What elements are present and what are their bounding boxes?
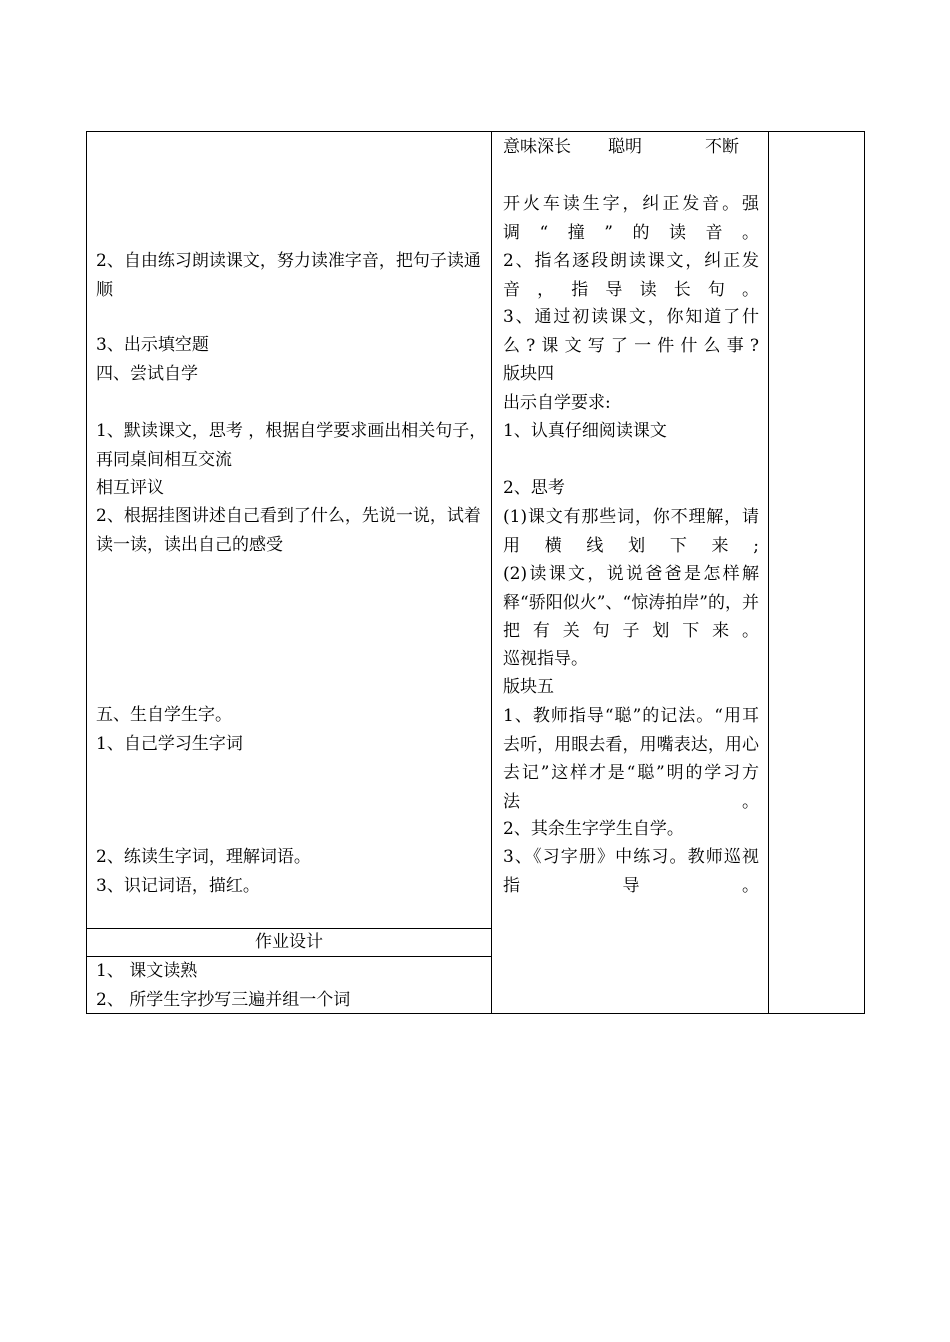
activity-picture-talk: 2、根据挂图讲述自己看到了什么，先说一说，试着读一读，读出自己的感受 xyxy=(96,506,481,555)
activity-silent-read: 1、默读课文，思考 ，根据自学要求画出相关句子，再同桌间相互交流 xyxy=(96,421,487,470)
activity-fill-blank: 3、出示填空题 xyxy=(96,335,209,355)
requirement-1: 1、认真仔细阅读课文 xyxy=(503,421,667,441)
activity-self-study: 1、自己学习生字词 xyxy=(96,734,243,754)
vocab-word-3: 不断 xyxy=(705,137,739,157)
homework-title: 作业设计 xyxy=(255,932,323,952)
vocab-word-2: 聪明 xyxy=(608,137,642,157)
question-1: (1)课文有那些词，你不理解，请用横线划下来; xyxy=(503,507,759,556)
column-divider-2 xyxy=(768,131,769,1014)
section-heading-5: 五、生自学生字。 xyxy=(96,705,232,725)
table-top-border xyxy=(86,131,865,132)
vocab-word-1: 意味深长 xyxy=(503,137,571,157)
teacher-first-read-question: 3、通过初读课文，你知道了什么?课文写了一件什么事? xyxy=(503,307,759,356)
section-heading-4: 四、尝试自学 xyxy=(96,364,198,384)
table-right-border xyxy=(864,131,865,1014)
requirement-2: 2、思考 xyxy=(503,478,565,498)
activity-memorize: 3、识记词语，描红。 xyxy=(96,876,260,896)
block-4-heading: 版块四 xyxy=(503,364,554,384)
column-divider-1 xyxy=(491,131,492,1014)
homework-item-1: 1、 课文读熟 xyxy=(96,961,198,981)
block-5-heading: 版块五 xyxy=(503,677,554,697)
table-left-border xyxy=(86,131,87,1014)
teacher-cong-method: 1、教师指导“聪”的记法。“用耳去听，用眼去看，用嘴表达，用心去记”这样才是“聪”明的学习方法。 xyxy=(503,706,759,812)
teacher-other-chars: 2、其余生字学生自学。 xyxy=(503,819,684,839)
self-study-requirement: 出示自学要求: xyxy=(503,393,611,413)
activity-read-aloud: 2、自由练习朗读课文，努力读准字音，把句子读通顺 xyxy=(96,251,481,300)
question-2: (2)读课文，说说爸爸是怎样解释“骄阳似火”、“惊涛拍岸”的，并把有关句子划下来。 xyxy=(503,564,759,641)
activity-peer-review: 相互评议 xyxy=(96,478,164,498)
teacher-train-read: 开火车读生字，纠正发音。强调“撞”的读音。 xyxy=(503,194,759,243)
teacher-paragraph-read: 2、指名逐段朗读课文，纠正发音，指导读长句。 xyxy=(503,251,759,300)
patrol-guidance: 巡视指导。 xyxy=(503,649,588,669)
teacher-workbook: 3、《习字册》中练习。教师巡视指导。 xyxy=(503,847,759,896)
activity-practice-words: 2、练读生字词，理解词语。 xyxy=(96,847,311,867)
homework-item-2: 2、 所学生字抄写三遍并组一个词 xyxy=(96,990,351,1010)
